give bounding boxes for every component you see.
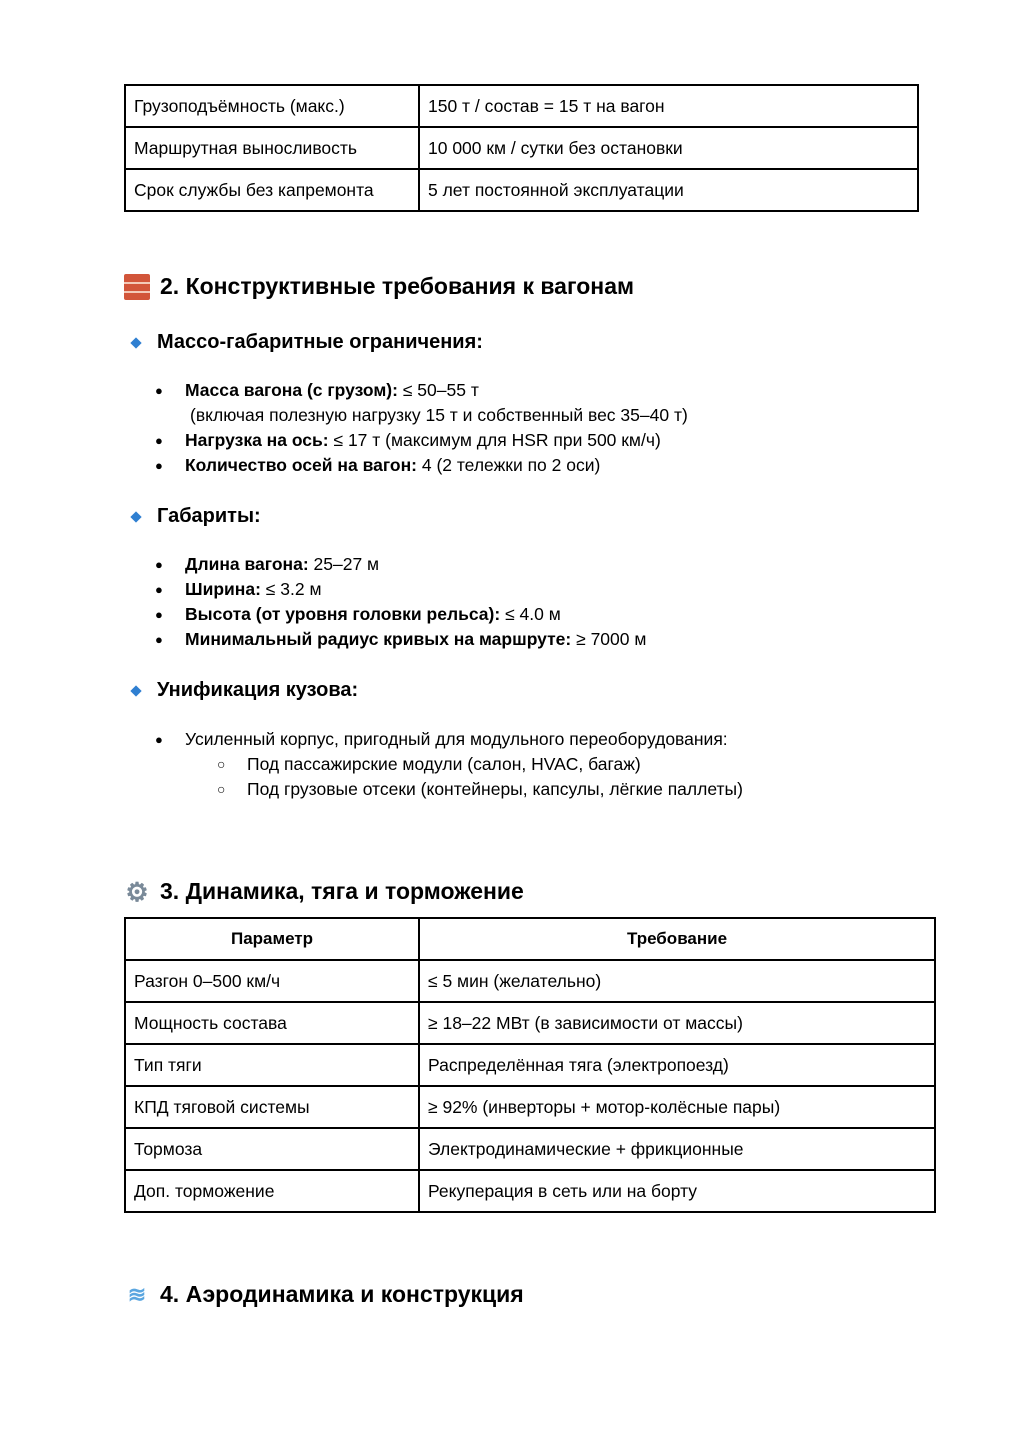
dynamics-table <box>124 917 936 1213</box>
table-cell: Срок службы без капремонта <box>125 169 419 211</box>
column-header: Параметр <box>125 918 419 960</box>
subsection-unification-heading <box>130 679 358 702</box>
brick-icon <box>124 274 150 300</box>
item-value: ≤ 17 т (максимум для HSR при 500 км/ч) <box>328 430 661 450</box>
item-value: ≥ 7000 м <box>571 629 647 649</box>
table-row <box>125 1128 935 1170</box>
list-item <box>155 577 646 602</box>
blue-diamond-icon <box>130 337 141 348</box>
column-header: Требование <box>419 918 935 960</box>
unification-sublist <box>217 752 743 802</box>
section-2-heading <box>124 273 634 300</box>
section-2-title: 2. Конструктивные требования к вагонам <box>160 273 634 299</box>
subsection-dimensions-heading <box>130 505 261 528</box>
table-cell: КПД тяговой системы <box>125 1086 419 1128</box>
table-row <box>125 1044 935 1086</box>
list-item <box>155 727 728 752</box>
subsection-unification-title: Унификация кузова: <box>157 679 359 701</box>
gear-icon: ⚙ <box>125 876 149 907</box>
table-cell: Мощность состава <box>125 1002 419 1044</box>
item-value: 4 (2 тележки по 2 оси) <box>416 455 601 475</box>
item-label: Нагрузка на ось: <box>185 430 329 450</box>
wind-icon: ≋ <box>127 1281 147 1307</box>
table-cell: Распределённая тяга (электропоезд) <box>419 1044 935 1086</box>
table-row <box>125 1170 935 1212</box>
table-row <box>125 127 918 169</box>
item-value: 25–27 м <box>308 554 380 574</box>
item-text: Под грузовые отсеки (контейнеры, капсулы, лёгкие паллеты) <box>247 779 743 799</box>
section-3-heading <box>124 878 524 905</box>
subsection-mass-title: Массо-габаритные ограничения: <box>157 331 483 353</box>
item-label: Высота (от уровня головки рельса): <box>185 604 501 624</box>
item-note: (включая полезную нагрузку 15 т и собственный вес 35–40 т) <box>190 405 688 425</box>
table-row <box>125 169 918 211</box>
table-cell: 5 лет постоянной эксплуатации <box>419 169 918 211</box>
table-cell: 10 000 км / сутки без остановки <box>419 127 918 169</box>
item-label: Ширина: <box>185 579 261 599</box>
item-value: ≤ 4.0 м <box>500 604 561 624</box>
subsection-mass-heading <box>130 331 483 354</box>
table-row <box>125 1086 935 1128</box>
blue-diamond-icon <box>130 685 141 696</box>
section-4-title: 4. Аэродинамика и конструкция <box>160 1281 524 1307</box>
blue-diamond-icon <box>130 511 141 522</box>
item-value: ≤ 3.2 м <box>260 579 322 599</box>
subsection-dimensions-title: Габариты: <box>157 505 261 527</box>
table-row <box>125 960 935 1002</box>
sub-list-item <box>217 777 743 802</box>
sub-list-item <box>217 752 743 777</box>
table-cell: Электродинамические + фрикционные <box>419 1128 935 1170</box>
item-label: Масса вагона (с грузом): <box>185 380 398 400</box>
list-item <box>155 428 688 453</box>
table-header-row <box>125 918 935 960</box>
item-text: Под пассажирские модули (салон, HVAC, багаж) <box>247 754 641 774</box>
list-item <box>155 453 688 478</box>
table-cell: ≤ 5 мин (желательно) <box>419 960 935 1002</box>
section-4-heading <box>124 1281 524 1308</box>
dimensions-list <box>155 552 646 652</box>
table-row <box>125 1002 935 1044</box>
mass-list <box>155 378 688 478</box>
item-label: Количество осей на вагон: <box>185 455 417 475</box>
list-item <box>155 627 646 652</box>
item-label: Длина вагона: <box>185 554 309 574</box>
table-cell: ≥ 18–22 МВт (в зависимости от массы) <box>419 1002 935 1044</box>
section-3-title: 3. Динамика, тяга и торможение <box>160 878 524 904</box>
table-cell: Рекуперация в сеть или на борту <box>419 1170 935 1212</box>
item-label: Минимальный радиус кривых на маршруте: <box>185 629 572 649</box>
table-cell: Грузоподъёмность (макс.) <box>125 85 419 127</box>
table-cell: Тип тяги <box>125 1044 419 1086</box>
table-cell: Тормоза <box>125 1128 419 1170</box>
table-cell: Разгон 0–500 км/ч <box>125 960 419 1002</box>
table-cell: 150 т / состав = 15 т на вагон <box>419 85 918 127</box>
list-item <box>155 602 646 627</box>
table-cell: Доп. торможение <box>125 1170 419 1212</box>
list-item <box>155 552 646 577</box>
table-row <box>125 85 918 127</box>
table-cell: Маршрутная выносливость <box>125 127 419 169</box>
unification-list <box>155 727 728 752</box>
capacity-table <box>124 84 919 212</box>
table-cell: ≥ 92% (инверторы + мотор-колёсные пары) <box>419 1086 935 1128</box>
list-item <box>155 378 688 428</box>
item-text: Усиленный корпус, пригодный для модульного переоборудования: <box>185 729 728 749</box>
item-value: ≤ 50–55 т <box>397 380 479 400</box>
